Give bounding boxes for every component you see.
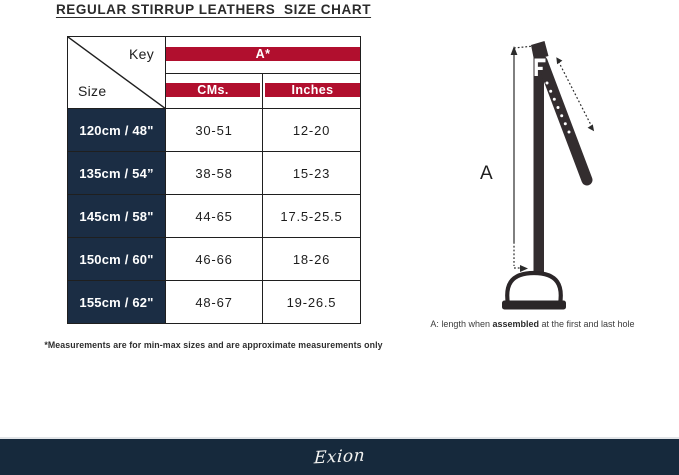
cms-value: 30-51 bbox=[166, 109, 263, 152]
table-row bbox=[68, 109, 361, 152]
group-header-A: A* bbox=[166, 47, 360, 61]
inches-value: 17.5-25.5 bbox=[263, 195, 361, 238]
measurements-footnote: *Measurements are for min-max sizes and are approximate measurements only bbox=[44, 340, 383, 350]
size-value: 135cm / 54” bbox=[68, 152, 166, 195]
measure-line-A bbox=[511, 46, 534, 272]
key-label: Key bbox=[128, 46, 154, 62]
caption-suffix: at the first and last hole bbox=[539, 319, 635, 329]
key-size-diagonal-cell bbox=[68, 37, 166, 109]
caption-bold: assembled bbox=[492, 319, 539, 329]
size-value: 150cm / 60" bbox=[68, 238, 166, 281]
cms-value: 38-58 bbox=[166, 152, 263, 195]
stirrup-icon bbox=[502, 273, 566, 310]
inches-value: 19-26.5 bbox=[263, 281, 361, 324]
caption-prefix: A: length when bbox=[430, 319, 493, 329]
size-chart-table bbox=[67, 36, 361, 324]
size-value: 155cm / 62" bbox=[68, 281, 166, 324]
measure-label-A: A bbox=[480, 163, 493, 184]
cms-value: 44-65 bbox=[166, 195, 263, 238]
inches-value: 12-20 bbox=[263, 109, 361, 152]
diagram-caption bbox=[430, 319, 635, 329]
stirrup-leather-diagram bbox=[430, 28, 670, 316]
cms-header-cell bbox=[166, 74, 263, 109]
inches-value: 15-23 bbox=[263, 152, 361, 195]
table-row bbox=[68, 281, 361, 324]
footer-bar bbox=[0, 437, 679, 475]
cms-value: 48-67 bbox=[166, 281, 263, 324]
cms-header: CMs. bbox=[166, 83, 260, 97]
size-label: Size bbox=[78, 83, 107, 99]
angled-strap bbox=[542, 61, 587, 180]
table-row bbox=[68, 238, 361, 281]
group-header-cell bbox=[166, 37, 361, 74]
brand-logo: Exion bbox=[313, 445, 366, 469]
table-row bbox=[68, 195, 361, 238]
inches-value: 18-26 bbox=[263, 238, 361, 281]
leather-strap bbox=[531, 41, 587, 272]
inches-header-cell bbox=[263, 74, 361, 109]
cms-value: 46-66 bbox=[166, 238, 263, 281]
size-value: 145cm / 58" bbox=[68, 195, 166, 238]
page-title: REGULAR STIRRUP LEATHERS SIZE CHART bbox=[55, 2, 372, 17]
size-value: 120cm / 48" bbox=[68, 109, 166, 152]
table-row bbox=[68, 152, 361, 195]
inches-header: Inches bbox=[265, 83, 360, 97]
